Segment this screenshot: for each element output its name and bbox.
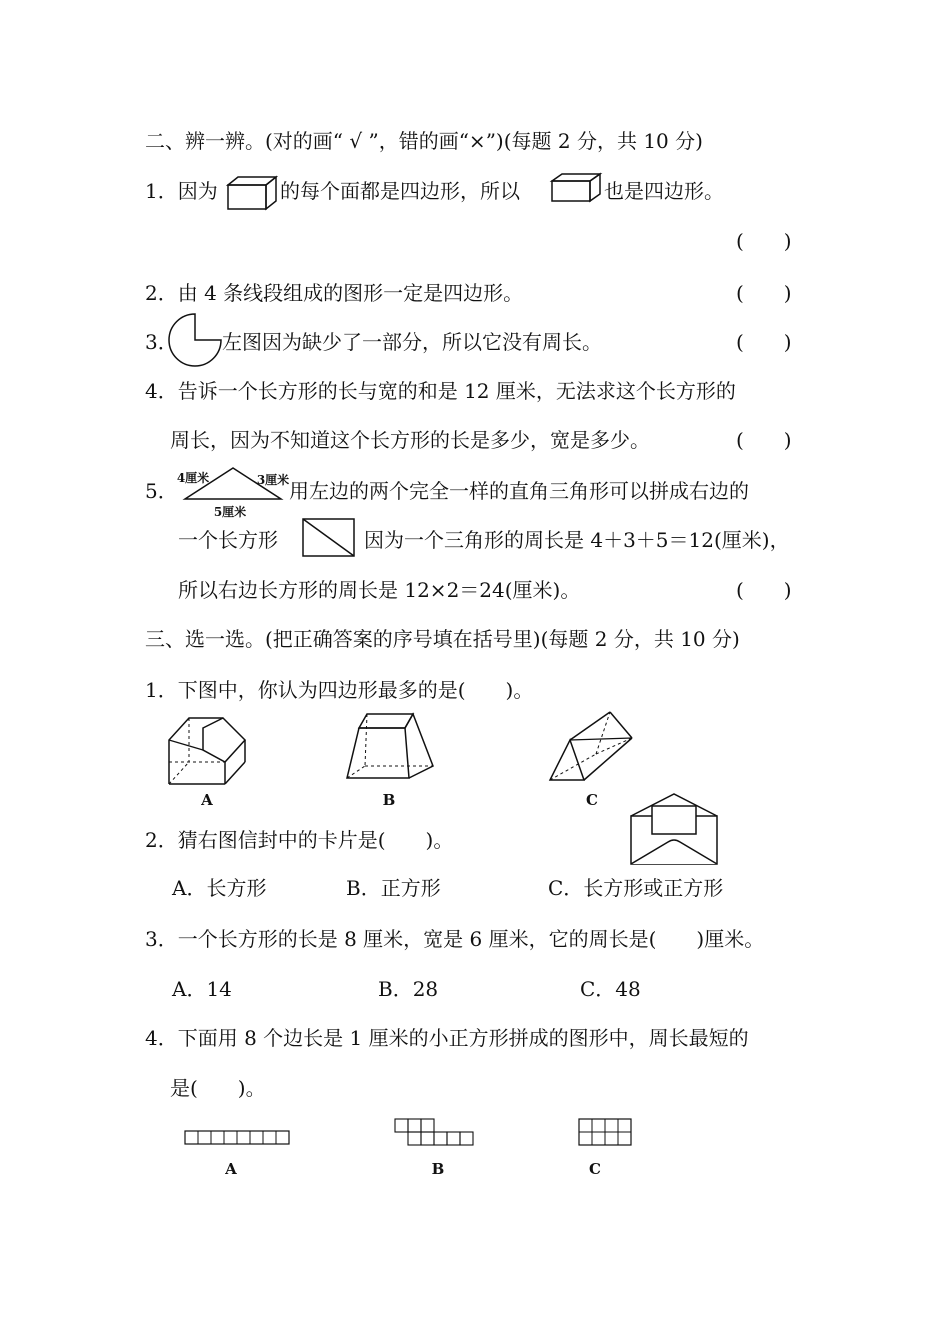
s2-q5-line1: 用左边的两个完全一样的直角三角形可以拼成右边的: [289, 479, 749, 503]
s3-q3-option-a: A．14: [172, 977, 232, 1001]
s3-q4-label-c: C: [589, 1160, 601, 1178]
s2-q1-part3: 也是四边形。: [604, 179, 724, 203]
pentagonal-prism-shape: [165, 710, 251, 786]
cuboid-icon-2: [550, 172, 602, 204]
s3-q1-label-a: A: [201, 791, 213, 809]
s2-q4-line2: 周长，因为不知道这个长方形的长是多少，宽是多少。: [170, 428, 650, 452]
squares-shape-b: [394, 1118, 478, 1148]
s3-q4-line2: 是( )。: [170, 1076, 266, 1100]
rectangle-diagonal-icon: [302, 518, 356, 558]
triangle-side-bottom: 5厘米: [213, 505, 247, 519]
s2-q2-answer[interactable]: ( ): [736, 281, 792, 305]
s2-q5-line2a: 一个长方形: [178, 528, 278, 552]
s3-q2-option-b: B．正方形: [346, 876, 441, 900]
s2-q4-line1: 4．告诉一个长方形的长与宽的和是 12 厘米，无法求这个长方形的: [145, 379, 736, 403]
s2-q3-text: 左图因为缺少了一部分，所以它没有周长。: [222, 330, 602, 354]
s3-q2-option-a: A．长方形: [172, 876, 267, 900]
s3-q4-line1: 4．下面用 8 个边长是 1 厘米的小正方形拼成的图形中，周长最短的: [145, 1026, 749, 1050]
s2-q4-answer[interactable]: ( ): [736, 428, 792, 452]
cuboid-icon: [226, 175, 278, 211]
s3-q1-text: 1．下图中，你认为四边形最多的是( )。: [145, 678, 534, 702]
s2-q2-text: 2．由 4 条线段组成的图形一定是四边形。: [145, 281, 524, 305]
s3-q2-text: 2．猜右图信封中的卡片是( )。: [145, 828, 454, 852]
s2-q5-answer[interactable]: ( ): [736, 578, 792, 602]
s2-q1-line: [145, 178, 218, 204]
s2-q3-number: 3．: [145, 330, 178, 354]
s3-q4-label-a: A: [225, 1160, 237, 1178]
s2-q1-number: 1．: [145, 179, 178, 203]
s2-q5-number: 5．: [145, 479, 178, 503]
triangular-prism-shape: [548, 710, 638, 784]
s2-q5-line2b: 因为一个三角形的周长是 4＋3＋5＝12(厘米)，: [364, 528, 790, 552]
s2-q5-line3: 所以右边长方形的周长是 12×2＝24(厘米)。: [178, 578, 581, 602]
s3-q2-option-c: C．长方形或正方形: [548, 876, 724, 900]
s3-q3-option-b: B．28: [378, 977, 439, 1001]
partial-circle-icon: [168, 312, 224, 368]
section2-heading: 二、辨一辨。(对的画“ √ ”，错的画“×”)(每题 2 分，共 10 分): [145, 129, 703, 153]
frustum-shape: [345, 712, 435, 782]
s3-q1-label-c: C: [586, 791, 598, 809]
squares-shape-c: [578, 1118, 634, 1148]
triangle-side-left: 4厘米: [176, 471, 210, 485]
triangle-side-right: 3厘米: [256, 473, 290, 487]
section3-heading: 三、选一选。(把正确答案的序号填在括号里)(每题 2 分，共 10 分): [145, 627, 740, 651]
s2-q1-part2: 的每个面都是四边形，所以: [280, 179, 520, 203]
s2-q3-answer[interactable]: ( ): [736, 330, 792, 354]
s3-q4-label-b: B: [431, 1160, 445, 1178]
s2-q1-part1: 因为: [177, 179, 218, 203]
s2-q1-answer[interactable]: ( ): [736, 229, 792, 253]
envelope-icon: [630, 792, 718, 866]
s3-q3-option-c: C．48: [580, 977, 641, 1001]
s3-q1-label-b: B: [382, 791, 396, 809]
squares-shape-a: [184, 1130, 294, 1146]
s3-q3-text: 3．一个长方形的长是 8 厘米，宽是 6 厘米，它的周长是( )厘米。: [145, 927, 765, 951]
